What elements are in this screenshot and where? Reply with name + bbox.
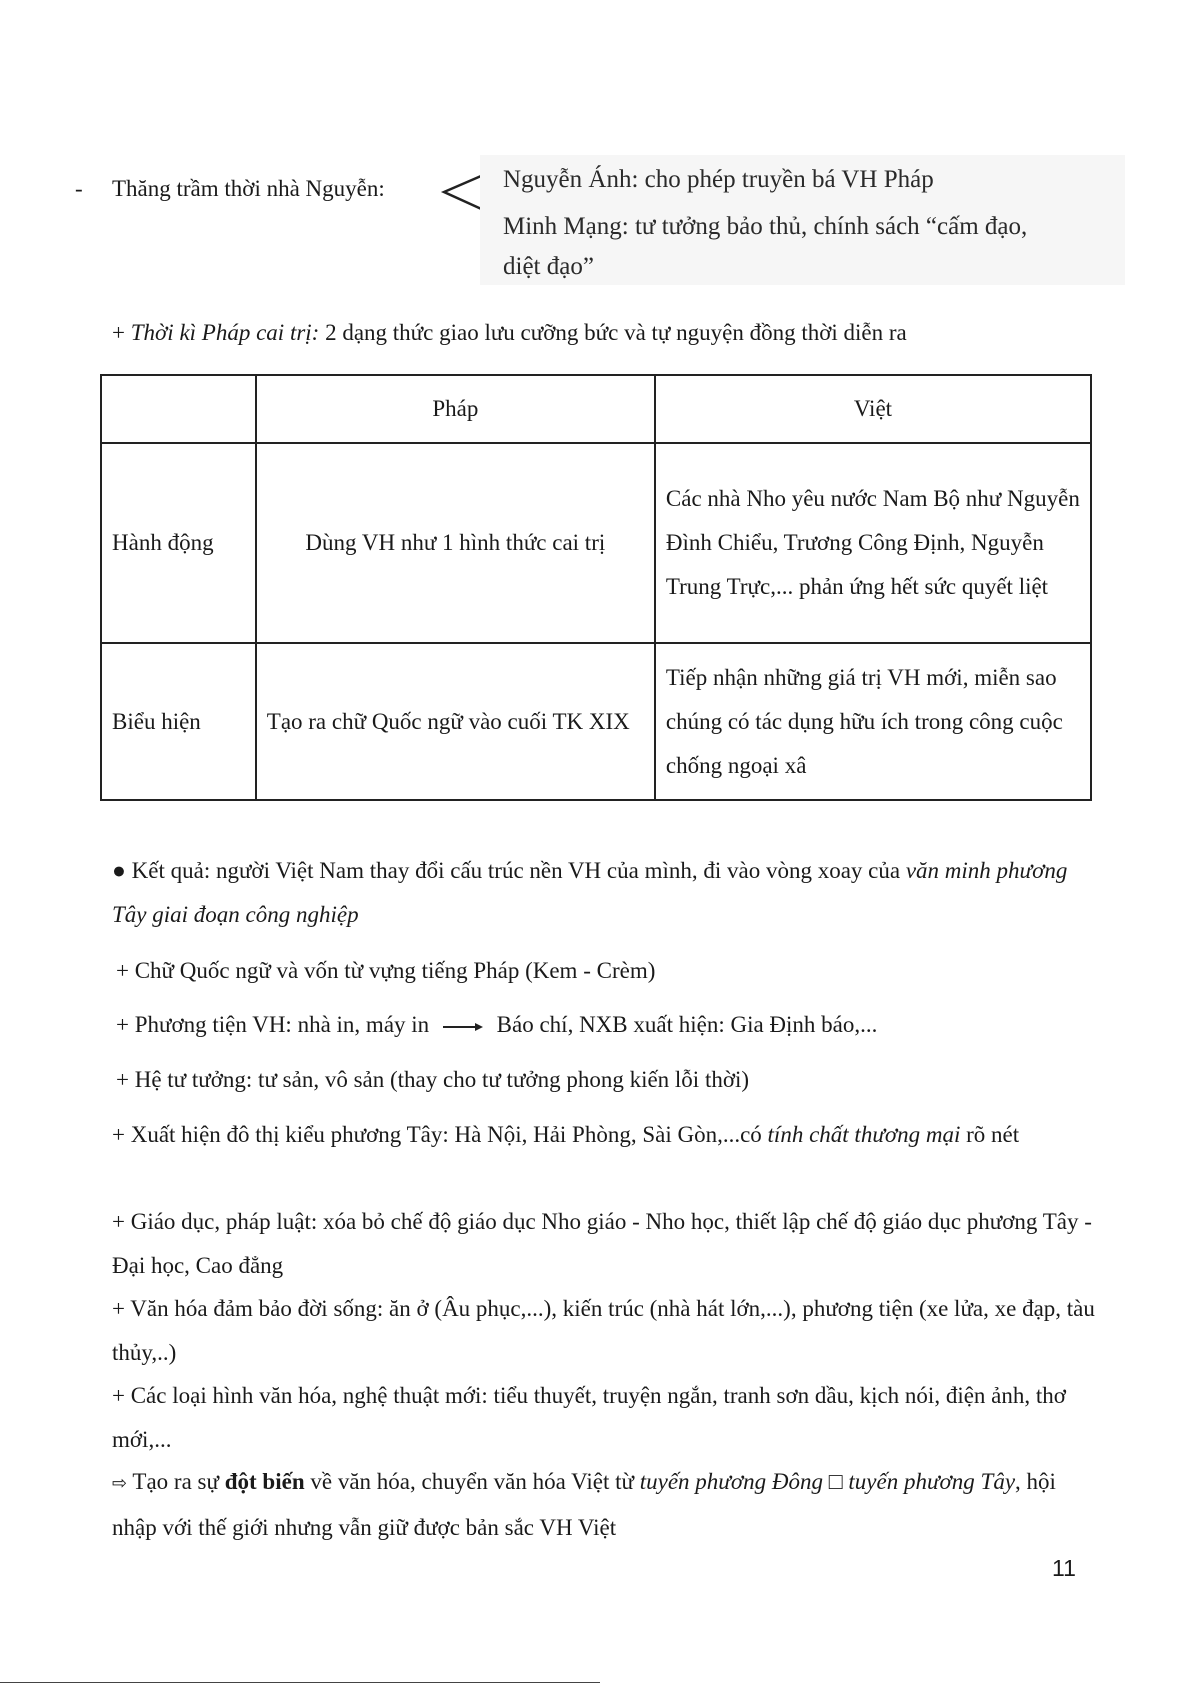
row-label: Biểu hiện — [101, 643, 256, 800]
cell-phap: Tạo ra chữ Quốc ngữ vào cuối TK XIX — [256, 643, 655, 800]
french-period-heading: + Thời kì Pháp cai trị: 2 dạng thức giao lưu cưỡng bức và tự nguyện đồng thời diễn ra — [112, 320, 907, 345]
page-number: 11 — [1052, 1555, 1076, 1581]
table-row — [101, 643, 1091, 800]
footer-divider — [0, 1682, 600, 1683]
table-header-cell: Việt — [655, 375, 1091, 443]
arrow-right-icon — [441, 1021, 485, 1033]
item-doi-song: + Văn hóa đảm bảo đời sống: ăn ở (Âu phục,...), kiến trúc (nhà hát lớn,...), phương tiện (xe lửa, xe đạp, tàu thủy,..) — [112, 1296, 1095, 1365]
table-header-row — [101, 375, 1091, 443]
cell-phap: Dùng VH như 1 hình thức cai trị — [256, 443, 655, 643]
nguyen-heading: Thăng trầm thời nhà Nguyễn: — [112, 176, 385, 201]
table-row — [101, 443, 1091, 643]
item-do-thi: + Xuất hiện đô thị kiểu phương Tây: Hà Nội, Hải Phòng, Sài Gòn,...có tính chất thương mại rõ nét — [112, 1122, 1020, 1147]
item-phuong-tien: + Phương tiện VH: nhà in, máy in Báo chí, NXB xuất hiện: Gia Định báo,... — [116, 1012, 878, 1037]
row-label: Hành động — [101, 443, 256, 643]
item-giao-duc: + Giáo dục, pháp luật: xóa bỏ chế độ giáo dục Nho giáo - Nho học, thiết lập chế độ giáo dục phương Tây - Đại học, Cao đẳng — [112, 1209, 1092, 1278]
comparison-table — [100, 374, 1092, 801]
branch-minh-mang-line2: diệt đạo” — [503, 253, 594, 280]
conclusion-paragraph: ⇨ Tạo ra sự đột biến về văn hóa, chuyển văn hóa Việt từ tuyến phương Đông □ tuyến phương Tây, hội nhập với thế giới nhưng vẫn giữ được bản sắc VH Việt — [112, 1469, 1056, 1540]
cell-viet: Tiếp nhận những giá trị VH mới, miễn sao chúng có tác dụng hữu ích trong công cuộc chống ngoại xâ — [655, 643, 1091, 800]
result-paragraph: ● Kết quả: người Việt Nam thay đổi cấu trúc nền VH của mình, đi vào vòng xoay của văn minh phương Tây giai đoạn công nghiệp — [112, 858, 1068, 927]
item-quoc-ngu: + Chữ Quốc ngữ và vốn từ vựng tiếng Pháp (Kem - Crèm) — [116, 958, 656, 983]
cell-viet: Các nhà Nho yêu nước Nam Bộ như Nguyễn Đình Chiểu, Trương Công Định, Nguyễn Trung Trực,... phản ứng hết sức quyết liệt — [655, 443, 1091, 643]
item-he-tu-tuong: + Hệ tư tưởng: tư sản, vô sản (thay cho tư tưởng phong kiến lỗi thời) — [116, 1067, 750, 1092]
table-header-cell — [101, 375, 256, 443]
item-nghe-thuat: + Các loại hình văn hóa, nghệ thuật mới: tiểu thuyết, truyện ngắn, tranh sơn dầu, kịch nói, điện ảnh, thơ mới,... — [112, 1383, 1066, 1452]
branch-minh-mang-line1: Minh Mạng: tư tưởng bảo thủ, chính sách “cấm đạo, — [503, 213, 1028, 240]
list-dash: - — [75, 176, 83, 201]
branch-nguyen-anh: Nguyễn Ánh: cho phép truyền bá VH Pháp — [503, 166, 934, 193]
arrow-right-outline-icon: ⇨ — [112, 1473, 128, 1494]
table-header-cell: Pháp — [256, 375, 655, 443]
